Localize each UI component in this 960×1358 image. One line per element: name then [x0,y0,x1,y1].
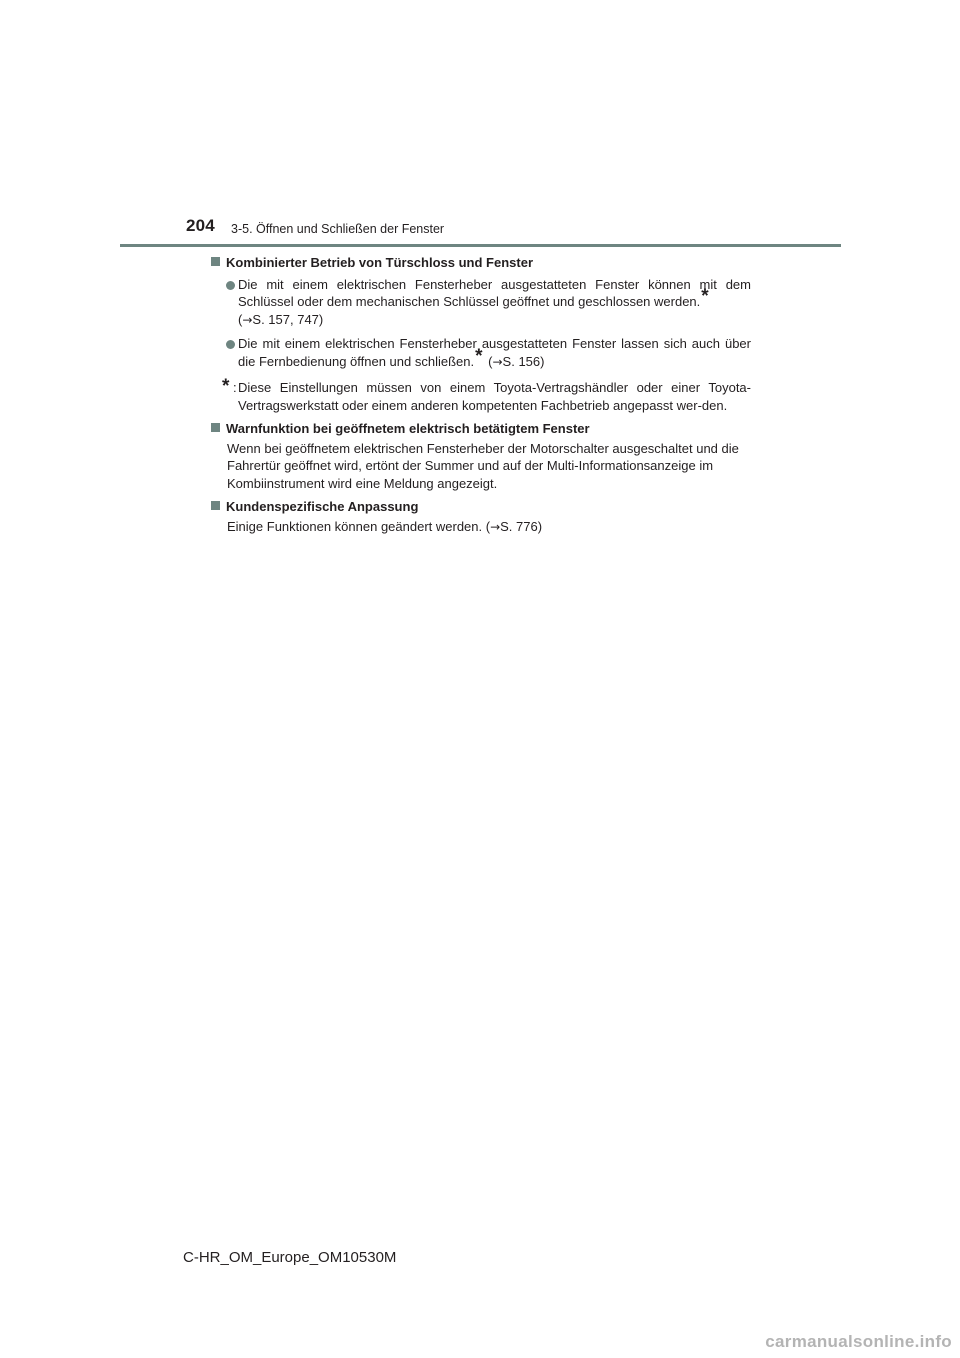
page-reference: S. 776) [500,518,543,534]
footnote [211,376,751,414]
section-heading: Kombinierter Betrieb von Türschloss und Fenster [211,254,751,272]
page-number: 204 [186,216,215,235]
square-bullet-icon [211,423,220,432]
list-item [211,276,751,330]
circle-bullet-icon [226,340,235,349]
footnote-colon: : [233,380,237,395]
arrow-icon: → [242,312,253,327]
asterisk-mark: * [475,345,483,367]
footnote-text: Diese Einstellungen müssen von einem Toyota-Vertragshändler oder einer Toyota-Vertragswerkstatt oder einem anderen kompetenten Fachbetrieb angepasst wer-den. [238,380,751,413]
header-rule [120,244,841,247]
asterisk-mark: * [701,286,709,307]
ref-open: ( [238,311,243,327]
paragraph: Einige Funktionen können geändert werden. (→S. 776) [227,518,543,534]
section-title: 3-5. Öffnen und Schließen der Fenster [231,222,445,236]
arrow-icon: → [490,519,501,534]
page-reference: S. 156) [502,353,545,369]
bullet-text: Die mit einem elektrischen Fensterheber ausgestatteten Fenster können mit dem Schlüssel oder dem mechanischen Schlüssel geöffnet und geschlossen werden. [238,276,751,309]
page-reference: S. 157, 747) [252,311,324,327]
paragraph: Wenn bei geöffnetem elektrischen Fensterheber der Motorschalter ausgeschaltet und die Fahrertür geöffnet wird, ertönt der Summer und auf der Multi-Informationsanzeige im Kombiinstrument wird eine Meldung angezeigt. [227,440,739,491]
section-heading: Warnfunktion bei geöffnetem elektrisch betätigtem Fenster [211,420,751,438]
square-bullet-icon [211,257,220,266]
circle-bullet-icon [226,281,235,290]
asterisk-mark: * [222,376,230,397]
content-body [211,254,751,536]
arrow-icon: → [492,354,503,369]
section-heading: Kundenspezifische Anpassung [211,498,751,516]
square-bullet-icon [211,501,220,510]
ref-open: ( [488,353,493,369]
watermark: carmanualsonline.info [765,1332,952,1351]
bullet-text: Die mit einem elektrischen Fensterheber ausgestatteten Fenster lassen sich auch über die Fernbedienung öffnen und schließen. [238,336,751,369]
list-item [211,335,751,371]
footer-doc-code: C-HR_OM_Europe_OM10530M [183,1249,397,1266]
